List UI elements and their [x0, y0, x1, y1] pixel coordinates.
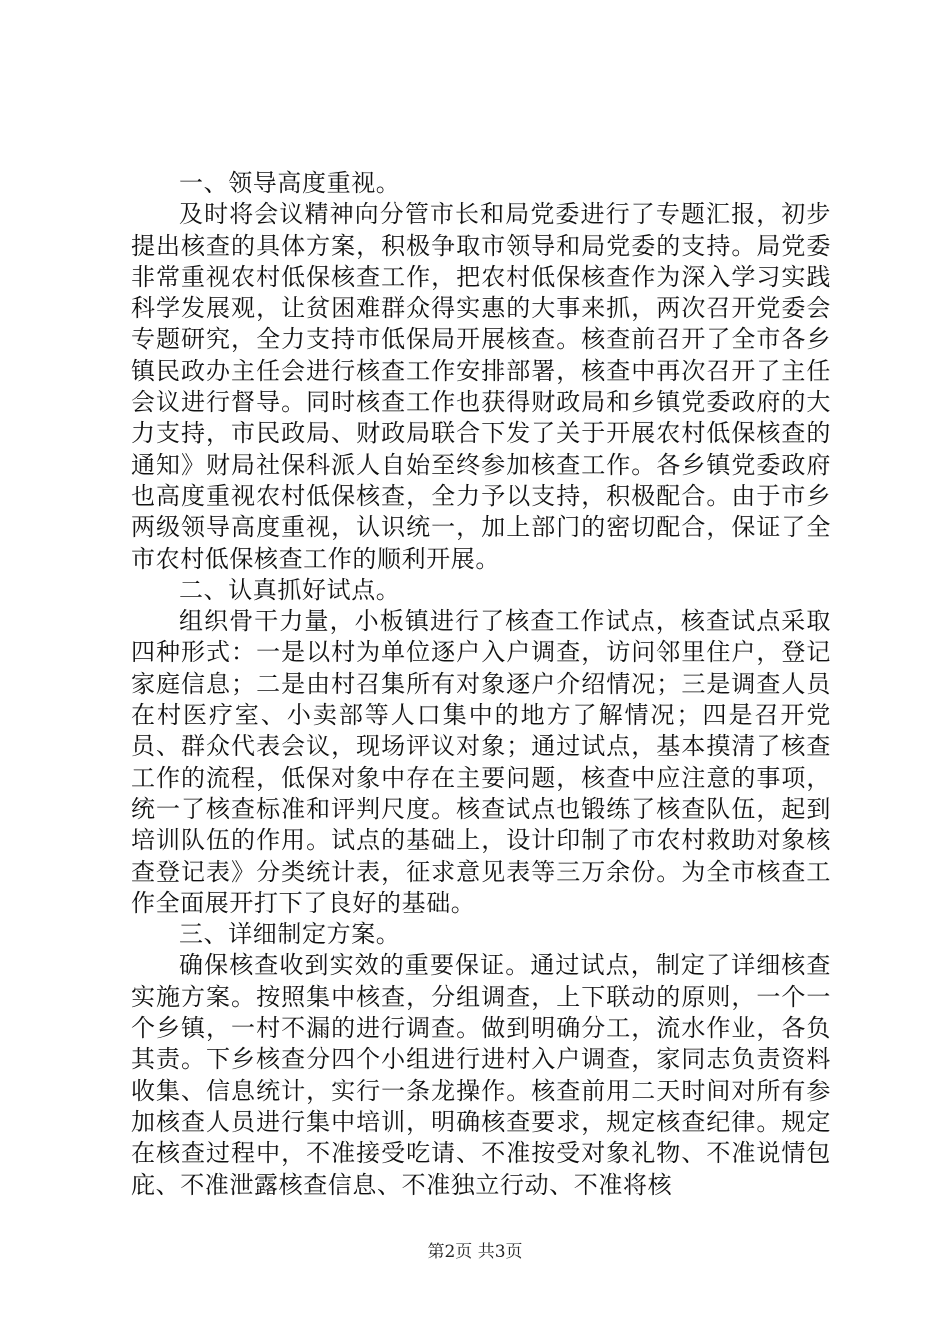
section-paragraph-1: 及时将会议精神向分管市长和局党委进行了专题汇报，初步提出核查的具体方案，积极争取市领导和局党委的支持。局党委非常重视农村低保核查工作，把农村低保核查作为深入学习实践科学发展观，让贫困难群众得实惠的大事来抓，两次召开党委会专题研究，全力支持市低保局开展核查。核查前召开了全市各乡镇民政办主任会进行核查工作安排部署，核查中再次召开了主任会议进行督导。同时核查工作也获得财政局和乡镇党委政府的大力支持，市民政局、财政局联合下发了关于开展农村低保核查的通知》财局社保科派人自始至终参加核查工作。各乡镇党委政府也高度重视农村低保核查，全力予以支持，积极配合。由于市乡两级领导高度重视，认识统一，加上部门的密切配合，保证了全市农村低保核查工作的顺利开展。	[131, 200, 831, 573]
section-heading-1: 一、领导高度重视。	[179, 169, 401, 197]
document-body	[131, 168, 831, 1201]
section-paragraph-3: 确保核查收到实效的重要保证。通过试点，制定了详细核查实施方案。按照集中核查，分组调查，上下联动的原则，一个一个乡镇，一村不漏的进行调查。做到明确分工，流水作业，各负其责。下乡核查分四个小组进行进村入户调查，家同志负责资料收集、信息统计，实行一条龙操作。核查前用二天时间对所有参加核查人员进行集中培训，明确核查要求，规定核查纪律。规定在核查过程中，不准接受吃请、不准按受对象礼物、不准说情包庇、不准泄露核查信息、不准独立行动、不准将核	[131, 951, 831, 1199]
page-number-footer: 第2页 共3页	[427, 1242, 523, 1262]
section-heading-3: 三、详细制定方案。	[179, 920, 401, 949]
section-paragraph-2: 组织骨干力量，小板镇进行了核查工作试点，核查试点采取四种形式：一是以村为单位逐户入户调查，访问邻里住户，登记家庭信息；二是由村召集所有对象逐户介绍情况；三是调查人员在村医疗室、小卖部等人口集中的地方了解情况；四是召开党员、群众代表会议，现场评议对象；通过试点，基本摸清了核查工作的流程，低保对象中存在主要问题，核查中应注意的事项，统一了核查标准和评判尺度。核查试点也锻练了核查队伍，起到培训队伍的作用。试点的基础上，设计印制了市农村救助对象核查登记表》分类统计表，征求意见表等三万余份。为全市核查工作全面展开打下了良好的基础。	[131, 607, 831, 917]
section-heading-2: 二、认真抓好试点。	[179, 575, 401, 604]
